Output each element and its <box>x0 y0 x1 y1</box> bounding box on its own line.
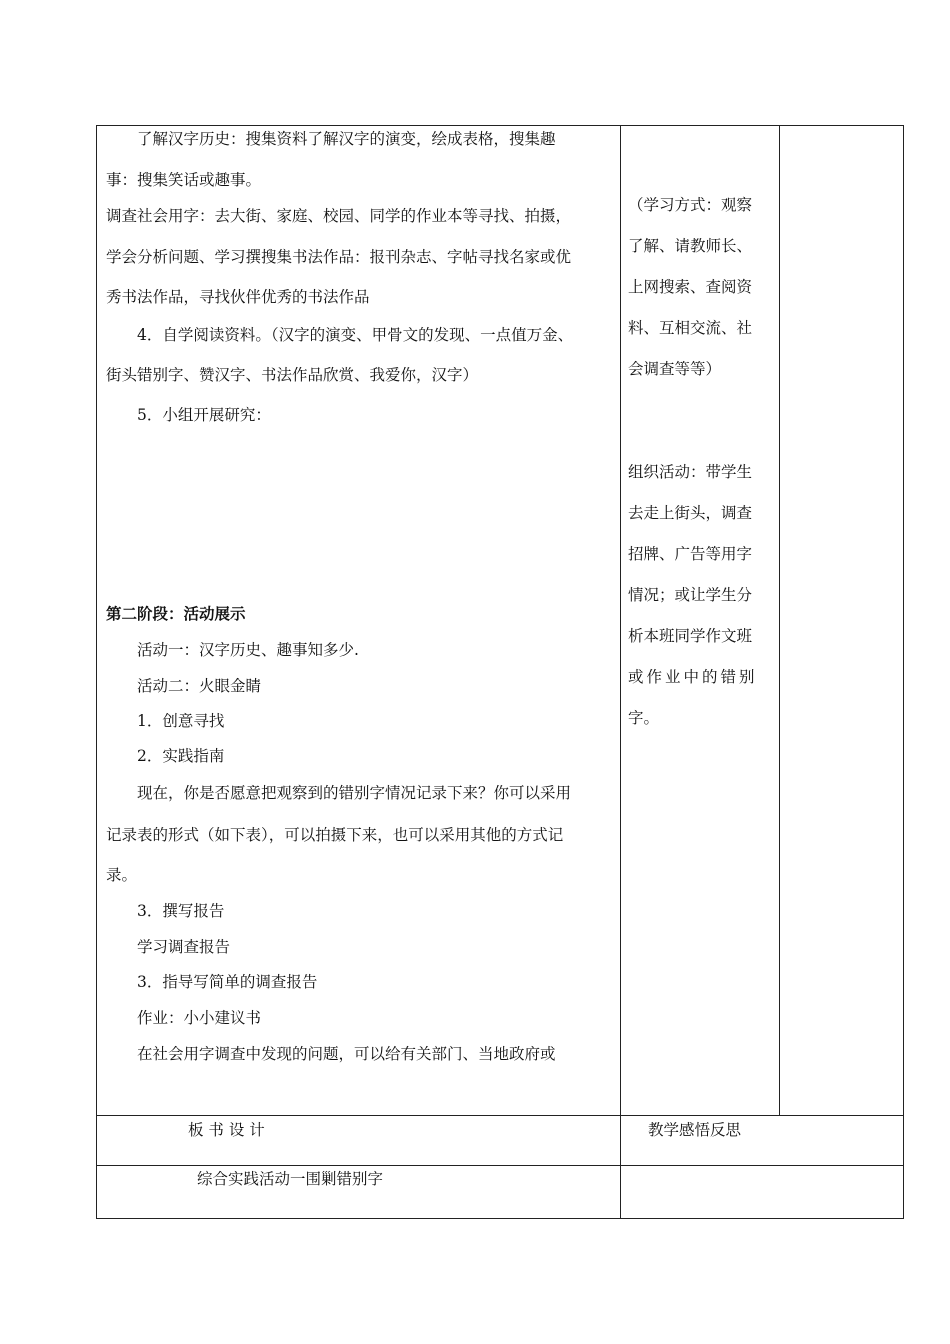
side-note-line: 或作业中的错别 <box>628 668 758 686</box>
side-note-line: 会调查等等） <box>628 360 722 378</box>
side-note-line: 招牌、广告等用字 <box>628 545 753 563</box>
main-line: 调查社会用字：去大街、家庭、校园、同学的作业本等寻找、拍摄， <box>106 207 572 225</box>
side-note-line: 了解、请教师长、 <box>628 237 753 255</box>
board-design-label: 板 书 设 计 <box>188 1121 265 1139</box>
main-line: 录。 <box>106 866 138 884</box>
side-note-line: （学习方式：观察 <box>628 196 753 214</box>
main-line: 1．创意寻找 <box>137 712 225 730</box>
column-divider-side <box>779 125 780 1115</box>
main-line: 活动一：汉字历史、趣事知多少. <box>137 641 359 659</box>
main-line: 3．撰写报告 <box>137 902 225 920</box>
board-content: 综合实践活动一围剿错别字 <box>197 1170 384 1188</box>
main-line: 5．小组开展研究： <box>137 406 271 424</box>
main-line: 事：搜集笑话或趣事。 <box>106 171 262 189</box>
main-line: 秀书法作品，寻找伙伴优秀的书法作品 <box>106 288 370 306</box>
main-line: 活动二：火眼金睛 <box>137 677 262 695</box>
side-note-line: 字。 <box>628 709 660 727</box>
section-heading: 第二阶段：活动展示 <box>106 604 246 623</box>
main-line: 学会分析问题、学习撰搜集书法作品：报刊杂志、字帖寻找名家或优 <box>106 248 572 266</box>
side-note-line: 去走上街头，调查 <box>628 504 753 522</box>
row-divider-footer <box>96 1115 904 1116</box>
side-note-line: 料、互相交流、社 <box>628 319 753 337</box>
main-line: 3．指导写简单的调查报告 <box>137 973 318 991</box>
reflection-label: 教学感悟反思 <box>648 1121 742 1139</box>
main-line: 4．自学阅读资料。（汉字的演变、甲骨文的发现、一点值万金、 <box>137 326 574 344</box>
side-note-line: 析本班同学作文班 <box>628 627 753 645</box>
main-line: 作业：小小建议书 <box>137 1009 262 1027</box>
main-line: 现在，你是否愿意把观察到的错别字情况记录下来？你可以采用 <box>137 784 572 802</box>
row-divider-board <box>96 1165 904 1166</box>
main-line: 学习调查报告 <box>137 938 231 956</box>
main-line: 在社会用字调查中发现的问题，可以给有关部门、当地政府或 <box>137 1045 556 1063</box>
main-line: 记录表的形式（如下表），可以拍摄下来，也可以采用其他的方式记 <box>106 826 564 844</box>
main-line: 街头错别字、赞汉字、书法作品欣赏、我爱你，汉字） <box>106 366 479 384</box>
main-line: 了解汉字历史：搜集资料了解汉字的演变，绘成表格，搜集趣 <box>137 130 556 148</box>
column-divider-main <box>620 125 621 1219</box>
side-note-line: 上网搜索、查阅资 <box>628 278 753 296</box>
main-line: 2．实践指南 <box>137 747 225 765</box>
side-note-line: 组织活动：带学生 <box>628 463 753 481</box>
side-note-line: 情况；或让学生分 <box>628 586 753 604</box>
